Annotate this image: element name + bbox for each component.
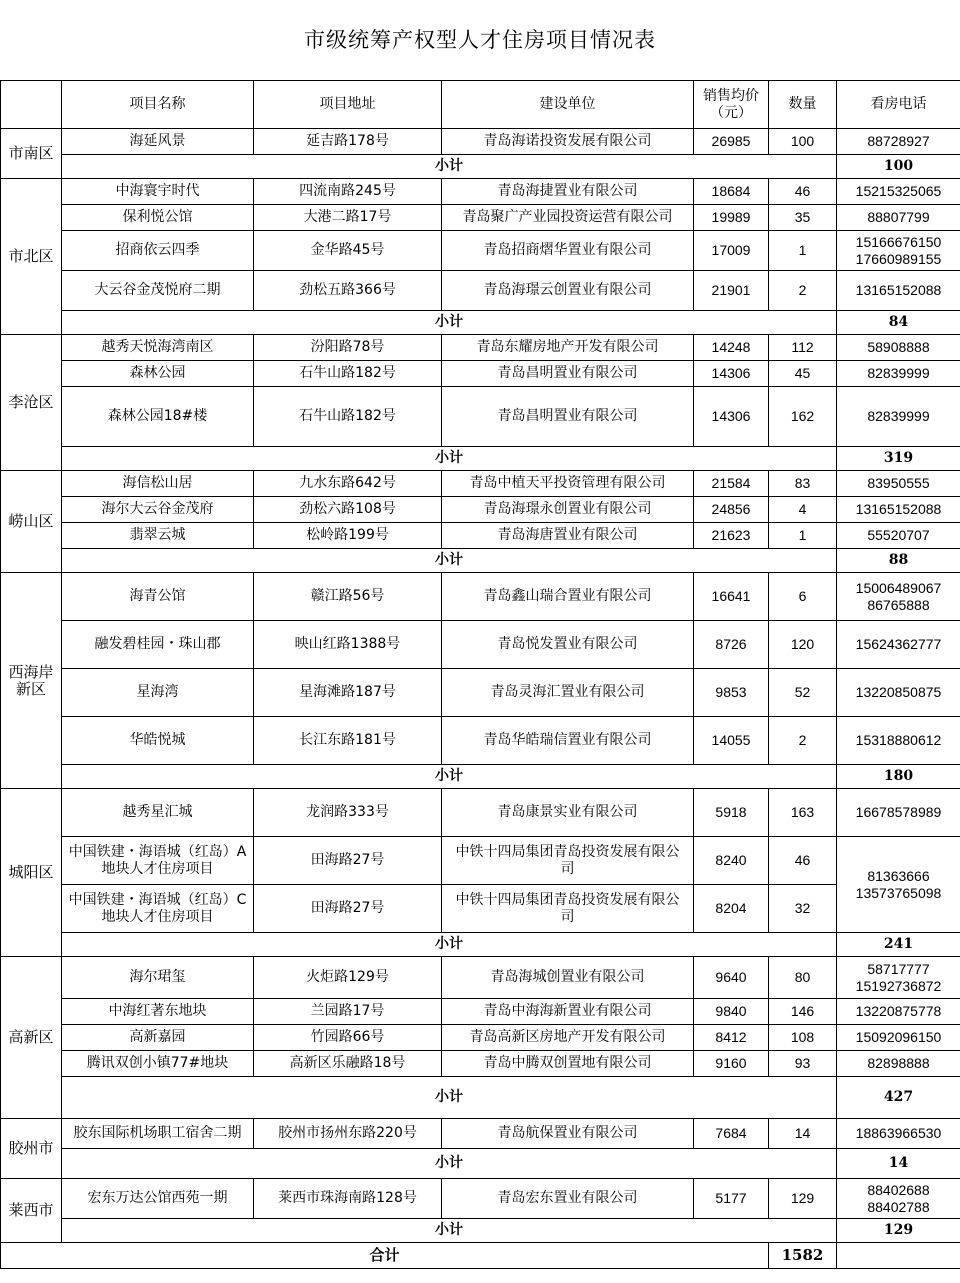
project-address: 劲松六路108号 — [254, 497, 442, 523]
developer-name: 青岛海唐置业有限公司 — [442, 523, 694, 549]
header-district — [1, 81, 62, 129]
subtotal-row — [1, 1149, 960, 1179]
subtotal-label: 小计 — [62, 765, 837, 789]
subtotal-row — [1, 1219, 960, 1243]
unit-count: 129 — [769, 1179, 837, 1219]
project-address: 火炬路129号 — [254, 957, 442, 999]
subtotal-value: 180 — [837, 765, 960, 789]
developer-name: 青岛鑫山瑞合置业有限公司 — [442, 573, 694, 621]
subtotal-row — [1, 1077, 960, 1119]
avg-price: 21584 — [694, 471, 769, 497]
table-row — [1, 523, 960, 549]
total-row — [1, 1243, 960, 1269]
viewing-phone: 15006489067 86765888 — [837, 573, 960, 621]
project-name: 保利悦公馆 — [62, 205, 254, 231]
unit-count: 163 — [769, 789, 837, 837]
table-row — [1, 669, 960, 717]
project-address: 星海滩路187号 — [254, 669, 442, 717]
header-row — [1, 81, 960, 129]
district-name: 崂山区 — [1, 471, 62, 573]
developer-name: 中铁十四局集团青岛投资发展有限公 司 — [442, 837, 694, 885]
project-name: 胶东国际机场职工宿舍二期 — [62, 1119, 254, 1149]
table-row — [1, 885, 960, 933]
table-row — [1, 471, 960, 497]
avg-price: 18684 — [694, 179, 769, 205]
subtotal-label: 小计 — [62, 1219, 837, 1243]
developer-name: 青岛招商熠华置业有限公司 — [442, 231, 694, 271]
project-name: 中海红著东地块 — [62, 999, 254, 1025]
avg-price: 8412 — [694, 1025, 769, 1051]
subtotal-value: 88 — [837, 549, 960, 573]
district-name: 市北区 — [1, 179, 62, 335]
unit-count: 6 — [769, 573, 837, 621]
subtotal-value: 14 — [837, 1149, 960, 1179]
table-row — [1, 179, 960, 205]
avg-price: 9840 — [694, 999, 769, 1025]
subtotal-label: 小计 — [62, 155, 837, 179]
avg-price: 7684 — [694, 1119, 769, 1149]
table-row — [1, 205, 960, 231]
housing-table — [0, 80, 960, 1269]
table-row — [1, 717, 960, 765]
developer-name: 青岛中腾双创置地有限公司 — [442, 1051, 694, 1077]
developer-name: 青岛昌明置业有限公司 — [442, 387, 694, 447]
project-name: 翡翠云城 — [62, 523, 254, 549]
total-value: 1582 — [769, 1243, 837, 1269]
unit-count: 46 — [769, 837, 837, 885]
unit-count: 32 — [769, 885, 837, 933]
subtotal-value: 100 — [837, 155, 960, 179]
project-name: 中国铁建・海语城（红岛）C 地块人才住房项目 — [62, 885, 254, 933]
subtotal-row — [1, 155, 960, 179]
page-title: 市级统筹产权型人才住房项目情况表 — [304, 28, 656, 52]
unit-count: 146 — [769, 999, 837, 1025]
subtotal-label: 小计 — [62, 1077, 837, 1119]
table-row — [1, 573, 960, 621]
unit-count: 100 — [769, 129, 837, 155]
table-row — [1, 999, 960, 1025]
viewing-phone: 15092096150 — [837, 1025, 960, 1051]
avg-price: 5177 — [694, 1179, 769, 1219]
project-name: 招商依云四季 — [62, 231, 254, 271]
developer-name: 青岛灵海汇置业有限公司 — [442, 669, 694, 717]
avg-price: 14248 — [694, 335, 769, 361]
table-row — [1, 387, 960, 447]
developer-name: 中铁十四局集团青岛投资发展有限公 司 — [442, 885, 694, 933]
table-body — [1, 81, 960, 1269]
table-row — [1, 1119, 960, 1149]
project-address: 龙润路333号 — [254, 789, 442, 837]
avg-price: 24856 — [694, 497, 769, 523]
project-address: 金华路45号 — [254, 231, 442, 271]
project-name: 宏东万达公馆西苑一期 — [62, 1179, 254, 1219]
district-name: 高新区 — [1, 957, 62, 1119]
developer-name: 青岛海城创置业有限公司 — [442, 957, 694, 999]
subtotal-label: 小计 — [62, 1149, 837, 1179]
subtotal-value: 129 — [837, 1219, 960, 1243]
avg-price: 17009 — [694, 231, 769, 271]
project-address: 石牛山路182号 — [254, 387, 442, 447]
subtotal-value: 241 — [837, 933, 960, 957]
header-count: 数量 — [769, 81, 837, 129]
project-address: 田海路27号 — [254, 837, 442, 885]
viewing-phone: 82839999 — [837, 361, 960, 387]
project-name: 中国铁建・海语城（红岛）A 地块人才住房项目 — [62, 837, 254, 885]
project-address: 田海路27号 — [254, 885, 442, 933]
avg-price: 19989 — [694, 205, 769, 231]
project-name: 腾讯双创小镇77#地块 — [62, 1051, 254, 1077]
avg-price: 5918 — [694, 789, 769, 837]
avg-price: 16641 — [694, 573, 769, 621]
project-name: 海青公馆 — [62, 573, 254, 621]
project-name: 森林公园18#楼 — [62, 387, 254, 447]
table-row — [1, 335, 960, 361]
total-label: 合计 — [1, 1243, 769, 1269]
viewing-phone: 81363666 13573765098 — [837, 837, 960, 933]
project-address: 九水东路642号 — [254, 471, 442, 497]
subtotal-row — [1, 311, 960, 335]
unit-count: 162 — [769, 387, 837, 447]
project-name: 越秀天悦海湾南区 — [62, 335, 254, 361]
viewing-phone: 83950555 — [837, 471, 960, 497]
project-name: 高新嘉园 — [62, 1025, 254, 1051]
viewing-phone: 15624362777 — [837, 621, 960, 669]
unit-count: 112 — [769, 335, 837, 361]
header-name: 项目名称 — [62, 81, 254, 129]
developer-name: 青岛海璟云创置业有限公司 — [442, 271, 694, 311]
unit-count: 35 — [769, 205, 837, 231]
table-row — [1, 789, 960, 837]
header-address: 项目地址 — [254, 81, 442, 129]
viewing-phone: 13220850875 — [837, 669, 960, 717]
project-address: 赣江路56号 — [254, 573, 442, 621]
subtotal-row — [1, 933, 960, 957]
viewing-phone: 16678578989 — [837, 789, 960, 837]
subtotal-value: 84 — [837, 311, 960, 335]
developer-name: 青岛中海海新置业有限公司 — [442, 999, 694, 1025]
project-name: 海信松山居 — [62, 471, 254, 497]
total-empty — [837, 1243, 960, 1269]
subtotal-label: 小计 — [62, 447, 837, 471]
project-address: 高新区乐融路18号 — [254, 1051, 442, 1077]
table-row — [1, 1025, 960, 1051]
viewing-phone: 58717777 15192736872 — [837, 957, 960, 999]
avg-price: 21623 — [694, 523, 769, 549]
viewing-phone: 88807799 — [837, 205, 960, 231]
district-name: 市南区 — [1, 129, 62, 179]
unit-count: 80 — [769, 957, 837, 999]
avg-price: 8204 — [694, 885, 769, 933]
viewing-phone: 15166676150 17660989155 — [837, 231, 960, 271]
project-address: 大港二路17号 — [254, 205, 442, 231]
district-name: 莱西市 — [1, 1179, 62, 1243]
viewing-phone: 13165152088 — [837, 271, 960, 311]
project-address: 四流南路245号 — [254, 179, 442, 205]
viewing-phone: 88402688 88402788 — [837, 1179, 960, 1219]
project-name: 越秀星汇城 — [62, 789, 254, 837]
subtotal-value: 319 — [837, 447, 960, 471]
unit-count: 108 — [769, 1025, 837, 1051]
subtotal-row — [1, 549, 960, 573]
unit-count: 93 — [769, 1051, 837, 1077]
viewing-phone: 15215325065 — [837, 179, 960, 205]
unit-count: 52 — [769, 669, 837, 717]
project-address: 竹园路66号 — [254, 1025, 442, 1051]
table-row — [1, 231, 960, 271]
table-row — [1, 1051, 960, 1077]
project-address: 延吉路178号 — [254, 129, 442, 155]
developer-name: 青岛海捷置业有限公司 — [442, 179, 694, 205]
unit-count: 46 — [769, 179, 837, 205]
viewing-phone: 88728927 — [837, 129, 960, 155]
district-name: 城阳区 — [1, 789, 62, 957]
subtotal-value: 427 — [837, 1077, 960, 1119]
viewing-phone: 18863966530 — [837, 1119, 960, 1149]
avg-price: 21901 — [694, 271, 769, 311]
subtotal-row — [1, 765, 960, 789]
project-address: 松岭路199号 — [254, 523, 442, 549]
avg-price: 14055 — [694, 717, 769, 765]
avg-price: 8240 — [694, 837, 769, 885]
table-row — [1, 1179, 960, 1219]
viewing-phone: 15318880612 — [837, 717, 960, 765]
table-row — [1, 361, 960, 387]
avg-price: 14306 — [694, 361, 769, 387]
viewing-phone: 13220875778 — [837, 999, 960, 1025]
developer-name: 青岛悦发置业有限公司 — [442, 621, 694, 669]
developer-name: 青岛宏东置业有限公司 — [442, 1179, 694, 1219]
developer-name: 青岛海璟永创置业有限公司 — [442, 497, 694, 523]
project-name: 海尔珺玺 — [62, 957, 254, 999]
table-row — [1, 497, 960, 523]
header-developer: 建设单位 — [442, 81, 694, 129]
unit-count: 14 — [769, 1119, 837, 1149]
unit-count: 120 — [769, 621, 837, 669]
developer-name: 青岛航保置业有限公司 — [442, 1119, 694, 1149]
avg-price: 14306 — [694, 387, 769, 447]
avg-price: 9640 — [694, 957, 769, 999]
project-address: 映山红路1388号 — [254, 621, 442, 669]
unit-count: 45 — [769, 361, 837, 387]
subtotal-row — [1, 447, 960, 471]
header-price: 销售均价 （元） — [694, 81, 769, 129]
viewing-phone: 82839999 — [837, 387, 960, 447]
project-address: 兰园路17号 — [254, 999, 442, 1025]
project-address: 胶州市扬州东路220号 — [254, 1119, 442, 1149]
developer-name: 青岛东耀房地产开发有限公司 — [442, 335, 694, 361]
project-address: 汾阳路78号 — [254, 335, 442, 361]
table-row — [1, 837, 960, 885]
developer-name: 青岛昌明置业有限公司 — [442, 361, 694, 387]
project-name: 融发碧桂园・珠山郡 — [62, 621, 254, 669]
district-name: 西海岸 新区 — [1, 573, 62, 789]
project-address: 石牛山路182号 — [254, 361, 442, 387]
avg-price: 9160 — [694, 1051, 769, 1077]
project-name: 星海湾 — [62, 669, 254, 717]
project-name: 中海寰宇时代 — [62, 179, 254, 205]
developer-name: 青岛中植天平投资管理有限公司 — [442, 471, 694, 497]
unit-count: 1 — [769, 231, 837, 271]
developer-name: 青岛康景实业有限公司 — [442, 789, 694, 837]
district-name: 李沧区 — [1, 335, 62, 471]
developer-name: 青岛海诺投资发展有限公司 — [442, 129, 694, 155]
project-name: 大云谷金茂悦府二期 — [62, 271, 254, 311]
table-row — [1, 129, 960, 155]
unit-count: 2 — [769, 717, 837, 765]
developer-name: 青岛聚广产业园投资运营有限公司 — [442, 205, 694, 231]
project-name: 华皓悦城 — [62, 717, 254, 765]
project-address: 劲松五路366号 — [254, 271, 442, 311]
subtotal-label: 小计 — [62, 933, 837, 957]
table-row — [1, 621, 960, 669]
unit-count: 1 — [769, 523, 837, 549]
unit-count: 2 — [769, 271, 837, 311]
project-address: 莱西市珠海南路128号 — [254, 1179, 442, 1219]
viewing-phone: 58908888 — [837, 335, 960, 361]
avg-price: 26985 — [694, 129, 769, 155]
unit-count: 83 — [769, 471, 837, 497]
viewing-phone: 55520707 — [837, 523, 960, 549]
project-name: 森林公园 — [62, 361, 254, 387]
viewing-phone: 82898888 — [837, 1051, 960, 1077]
table-row — [1, 957, 960, 999]
header-phone: 看房电话 — [837, 81, 960, 129]
viewing-phone: 13165152088 — [837, 497, 960, 523]
developer-name: 青岛高新区房地产开发有限公司 — [442, 1025, 694, 1051]
avg-price: 8726 — [694, 621, 769, 669]
avg-price: 9853 — [694, 669, 769, 717]
subtotal-label: 小计 — [62, 311, 837, 335]
unit-count: 4 — [769, 497, 837, 523]
district-name: 胶州市 — [1, 1119, 62, 1179]
project-address: 长江东路181号 — [254, 717, 442, 765]
subtotal-label: 小计 — [62, 549, 837, 573]
project-name: 海尔大云谷金茂府 — [62, 497, 254, 523]
table-row — [1, 271, 960, 311]
developer-name: 青岛华皓瑞信置业有限公司 — [442, 717, 694, 765]
project-name: 海延风景 — [62, 129, 254, 155]
